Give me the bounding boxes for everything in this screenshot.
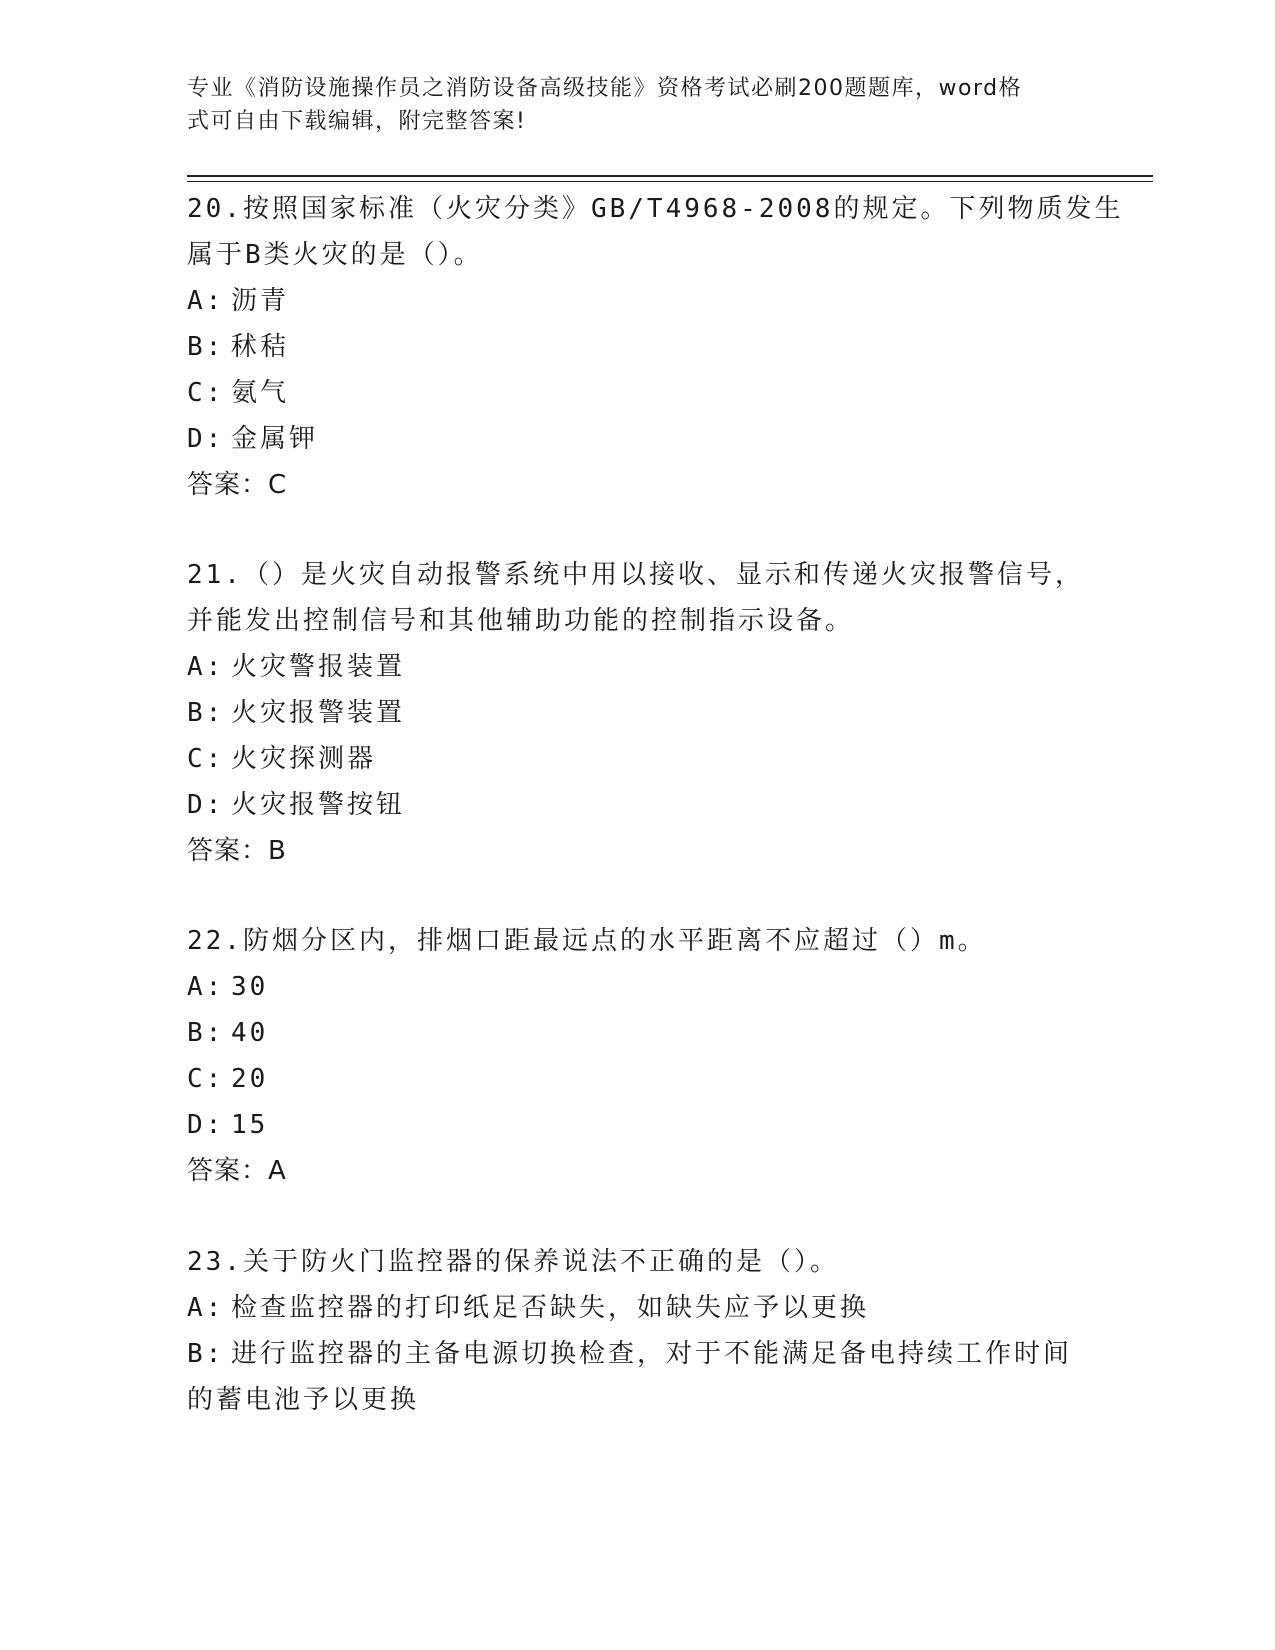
option-text: 进行监控器的主备电源切换检查，对于不能满足备电持续工作时间 (231, 1339, 1073, 1369)
option-label: B: (187, 698, 225, 728)
option-d (187, 416, 1067, 462)
option-text: 火灾警报装置 (231, 652, 406, 682)
option-continuation: 的蓄电池予以更换 (187, 1385, 420, 1415)
option-a (187, 1285, 1067, 1331)
question-21 (187, 552, 1084, 874)
option-a (187, 964, 1067, 1010)
option-label: A: (187, 1293, 225, 1323)
question-20 (187, 186, 1124, 508)
option-text: 金属钾 (231, 424, 319, 454)
option-label: C: (187, 1064, 225, 1094)
document-header (187, 72, 1067, 138)
option-d (187, 782, 1067, 828)
option-text: 30 (231, 972, 269, 1002)
header-line-1: 专业《消防设施操作员之消防设备高级技能》资格考试必刷200题题库，word格 (187, 76, 1023, 101)
option-text: 氨气 (231, 378, 290, 408)
header-rule-thick (187, 175, 1153, 177)
option-text: 检查监控器的打印纸足否缺失，如缺失应予以更换 (231, 1293, 870, 1323)
question-23 (187, 1239, 1073, 1423)
option-b (187, 324, 1067, 370)
header-rule-thin (187, 181, 1153, 182)
option-a (187, 278, 1067, 324)
option-label: A: (187, 652, 225, 682)
answer-line: 答案：C (187, 470, 288, 500)
option-label: A: (187, 286, 225, 316)
option-b (187, 690, 1067, 736)
option-label: D: (187, 424, 225, 454)
option-text: 40 (231, 1018, 269, 1048)
option-c (187, 1056, 1067, 1102)
question-stem-line: 并能发出控制信号和其他辅助功能的控制指示设备。 (187, 606, 855, 636)
option-c (187, 370, 1067, 416)
option-text: 火灾报警按钮 (231, 790, 406, 820)
option-label: B: (187, 1018, 225, 1048)
question-stem-line: 23.关于防火门监控器的保养说法不正确的是（）。 (187, 1247, 839, 1277)
option-b (187, 1331, 1073, 1377)
answer-line: 答案：A (187, 1156, 287, 1186)
option-label: D: (187, 790, 225, 820)
question-22 (187, 918, 1067, 1194)
option-b (187, 1010, 1067, 1056)
option-text: 火灾探测器 (231, 744, 377, 774)
option-label: B: (187, 1339, 225, 1369)
option-a (187, 644, 1067, 690)
question-stem-line: 21.（）是火灾自动报警系统中用以接收、显示和传递火灾报警信号， (187, 560, 1084, 590)
option-text: 15 (231, 1110, 269, 1140)
header-line-2: 式可自由下载编辑，附完整答案! (187, 109, 527, 134)
option-label: D: (187, 1110, 225, 1140)
option-label: A: (187, 972, 225, 1002)
question-stem-line: 20.按照国家标准（火灾分类》GB/T4968-2008的规定。下列物质发生 (187, 194, 1124, 224)
option-label: C: (187, 744, 225, 774)
option-text: 火灾报警装置 (231, 698, 406, 728)
option-label: B: (187, 332, 225, 362)
question-stem-line: 22.防烟分区内，排烟口距最远点的水平距离不应超过（）m。 (187, 926, 987, 956)
question-stem-line: 属于B类火灾的是（）。 (187, 240, 483, 270)
option-c (187, 736, 1067, 782)
option-text: 沥青 (231, 286, 290, 316)
option-text: 秫秸 (231, 332, 290, 362)
answer-line: 答案：B (187, 836, 287, 866)
option-label: C: (187, 378, 225, 408)
option-text: 20 (231, 1064, 269, 1094)
option-d (187, 1102, 1067, 1148)
